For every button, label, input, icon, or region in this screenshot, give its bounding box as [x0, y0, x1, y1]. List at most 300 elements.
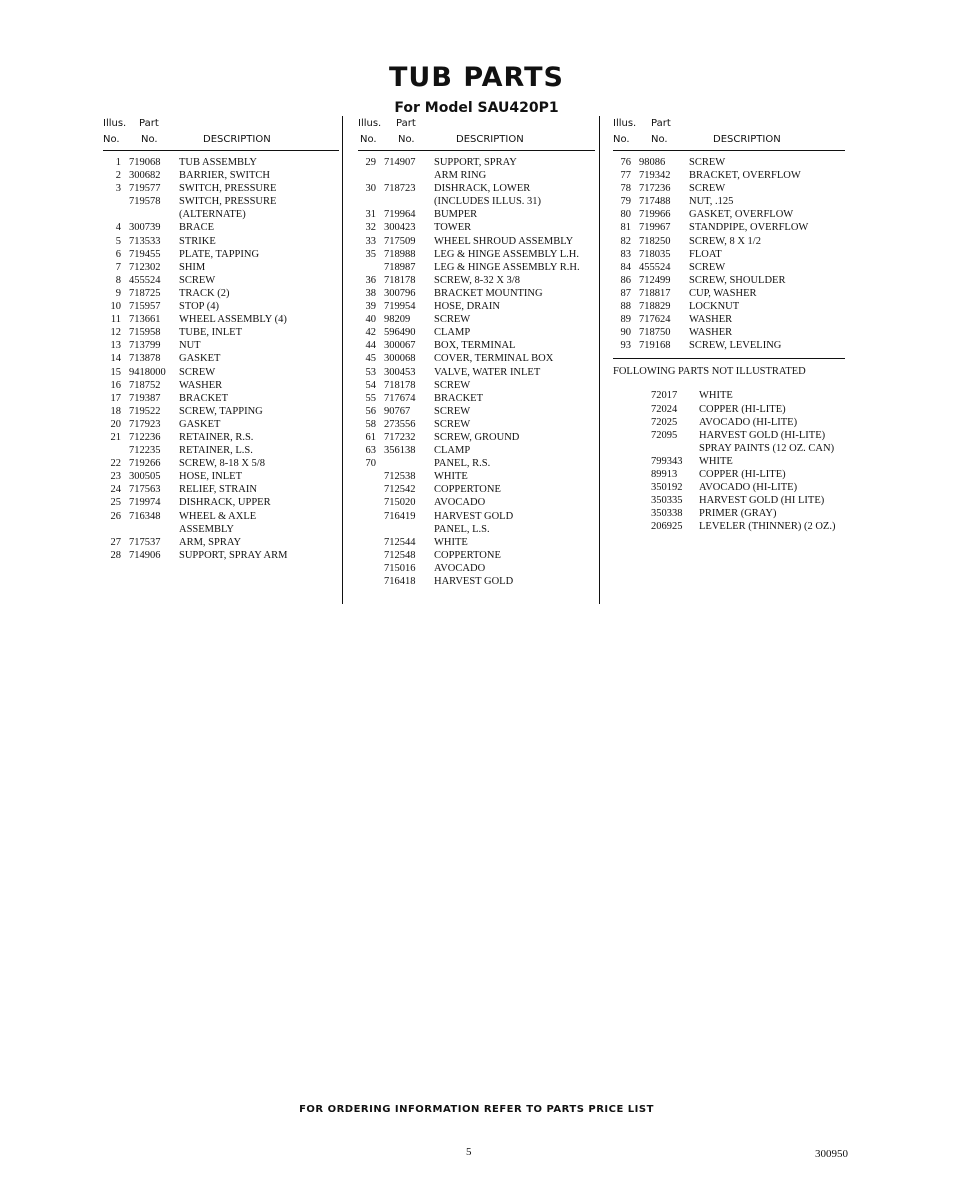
illus-number: 17	[110, 392, 121, 404]
part-number: 718752	[129, 379, 161, 391]
part-description: SCREW, GROUND	[434, 431, 520, 443]
header-illus: Illus.	[358, 118, 382, 129]
header-part-no: No.	[398, 134, 415, 145]
part-description: COPPER (HI-LITE)	[699, 403, 786, 415]
part-row	[613, 274, 845, 287]
part-description: HOSE, INLET	[179, 471, 242, 483]
page-title: TUB PARTS	[389, 62, 564, 93]
part-row	[358, 208, 595, 221]
part-description: TRACK (2)	[179, 287, 230, 299]
part-description: AVOCADO	[434, 562, 486, 574]
illus-number: 76	[620, 157, 631, 168]
not-illustrated-row	[613, 442, 845, 455]
part-description: WHEEL ASSEMBLY (4)	[179, 314, 287, 326]
part-description: BRACKET	[179, 392, 229, 404]
header-illus-no: No.	[360, 134, 377, 145]
part-number: 98086	[639, 157, 666, 168]
part-row	[358, 274, 595, 287]
part-description: SUPPORT, SPRAY ARM	[179, 549, 288, 561]
header-illus-no: No.	[103, 134, 120, 145]
part-row	[358, 169, 595, 182]
part-description: BRACKET, OVERFLOW	[689, 170, 801, 182]
part-number: 72025	[651, 416, 678, 428]
part-row	[103, 169, 339, 182]
part-description: CUP, WASHER	[689, 287, 757, 299]
header-part: Part	[396, 118, 416, 129]
part-row	[358, 287, 595, 300]
part-number: 714906	[129, 549, 161, 561]
part-description: BOX, TERMINAL	[434, 340, 516, 352]
part-description: ARM RING	[434, 170, 487, 182]
part-row	[358, 182, 595, 195]
part-number: 719974	[129, 497, 161, 509]
not-illustrated-row	[613, 389, 845, 402]
header-illus-no: No.	[613, 134, 630, 145]
part-row	[358, 235, 595, 248]
parts-column-2	[358, 118, 595, 588]
part-number: 719578	[129, 196, 161, 208]
part-number: 717236	[639, 183, 671, 195]
header-illus: Illus.	[103, 118, 127, 129]
part-number: 712499	[639, 274, 671, 286]
part-row	[613, 326, 845, 339]
part-row	[358, 326, 595, 339]
part-description: COPPERTONE	[434, 484, 501, 496]
part-number: 718178	[384, 379, 416, 391]
illus-number: 7	[115, 261, 121, 273]
not-illustrated-row	[613, 429, 845, 442]
part-number: 715016	[384, 562, 416, 574]
parts-rows	[103, 151, 339, 562]
illus-number: 25	[110, 497, 121, 509]
part-description: DISHRACK, LOWER	[434, 183, 531, 195]
part-row	[613, 248, 845, 261]
illus-number: 13	[110, 340, 121, 352]
parts-column-1	[103, 118, 339, 562]
not-illustrated-row	[613, 455, 845, 468]
part-row	[103, 195, 339, 208]
illus-number: 1	[115, 157, 121, 168]
part-number: 719967	[639, 222, 671, 234]
part-row	[103, 457, 339, 470]
part-description: BRACKET	[434, 392, 484, 404]
part-row	[103, 379, 339, 392]
part-number: 719522	[129, 405, 161, 417]
part-row	[358, 496, 595, 509]
part-description: GASKET	[179, 353, 221, 365]
part-number: 72024	[651, 403, 678, 415]
part-description: RETAINER, R.S.	[179, 431, 254, 443]
part-description: NUT	[179, 340, 201, 352]
part-description: COPPER (HI-LITE)	[699, 468, 786, 480]
part-description: AVOCADO (HI-LITE)	[699, 482, 798, 494]
part-description: WHEEL & AXLE	[179, 510, 257, 522]
part-row	[613, 339, 845, 352]
part-row	[103, 300, 339, 313]
part-description: LEG & HINGE ASSEMBLY L.H.	[434, 248, 579, 260]
header-part: Part	[139, 118, 159, 129]
part-number: 712538	[384, 471, 416, 483]
part-description: DISHRACK, UPPER	[179, 497, 271, 509]
part-row	[358, 366, 595, 379]
part-row	[103, 235, 339, 248]
part-description: HARVEST GOLD	[434, 576, 514, 587]
part-description: WHITE	[434, 471, 468, 483]
part-number: 712236	[129, 431, 161, 443]
not-illustrated-row	[613, 520, 845, 533]
part-row	[103, 287, 339, 300]
part-description: SCREW, LEVELING	[689, 340, 782, 352]
part-row	[358, 457, 595, 470]
part-row	[613, 156, 845, 169]
part-number: 716348	[129, 510, 161, 522]
part-row	[613, 300, 845, 313]
illus-number: 83	[620, 248, 631, 260]
part-row	[103, 483, 339, 496]
part-row	[103, 352, 339, 365]
part-row	[103, 182, 339, 195]
not-illustrated-note: FOLLOWING PARTS NOT ILLUSTRATED	[613, 358, 845, 381]
illus-number: 21	[110, 431, 121, 443]
column-header	[613, 118, 845, 151]
part-description: RELIEF, STRAIN	[179, 484, 257, 496]
part-number: 718988	[384, 248, 416, 260]
part-row	[103, 418, 339, 431]
part-number: 712548	[384, 549, 416, 561]
illus-number: 86	[620, 274, 631, 286]
page-number: 5	[466, 1146, 472, 1158]
part-description: SCREW, TAPPING	[179, 405, 263, 417]
part-row	[103, 156, 339, 169]
part-number: 717674	[384, 392, 416, 404]
part-description: SCREW, 8 X 1/2	[689, 235, 761, 247]
illus-number: 45	[365, 353, 376, 365]
part-description: COVER, TERMINAL BOX	[434, 353, 554, 365]
header-description: DESCRIPTION	[713, 134, 781, 145]
part-number: 713661	[129, 314, 161, 326]
part-description: BRACKET MOUNTING	[434, 287, 543, 299]
not-illustrated-rows	[613, 381, 845, 533]
part-number: 9418000	[129, 366, 166, 378]
illus-number: 38	[365, 287, 376, 299]
part-row	[358, 300, 595, 313]
part-number: 718723	[384, 183, 416, 195]
part-row	[613, 261, 845, 274]
part-row	[613, 195, 845, 208]
illus-number: 30	[365, 183, 376, 195]
part-number: 712302	[129, 261, 161, 273]
illus-number: 56	[365, 405, 376, 417]
not-illustrated-row	[613, 468, 845, 481]
illus-number: 31	[365, 209, 376, 221]
part-row	[358, 444, 595, 457]
part-number: 350192	[651, 482, 683, 494]
part-number: 719954	[384, 301, 416, 313]
part-number: 717923	[129, 418, 161, 430]
not-illustrated-row	[613, 481, 845, 494]
part-description: AVOCADO	[434, 497, 486, 509]
part-number: 716418	[384, 576, 416, 587]
part-description: SCREW	[689, 157, 726, 168]
illus-number: 89	[620, 314, 631, 326]
part-row	[103, 248, 339, 261]
part-row	[103, 313, 339, 326]
illus-number: 35	[365, 248, 376, 260]
part-description: SCREW, 8-32 X 3/8	[434, 274, 520, 286]
part-description: BUMPER	[434, 209, 478, 221]
illus-number: 54	[365, 379, 376, 391]
illus-number: 44	[365, 340, 376, 352]
illus-number: 26	[110, 510, 121, 522]
part-description: ASSEMBLY	[179, 523, 234, 535]
part-row	[103, 510, 339, 523]
part-row	[358, 261, 595, 274]
part-row	[613, 221, 845, 234]
part-number: 300068	[384, 353, 416, 365]
part-description: STOP (4)	[179, 301, 219, 313]
parts-rows	[613, 151, 845, 352]
part-row	[358, 549, 595, 562]
part-number: 300505	[129, 471, 161, 483]
part-number: 300067	[384, 340, 416, 352]
part-description: SCREW	[434, 418, 471, 430]
part-number: 712542	[384, 484, 416, 496]
part-row	[613, 313, 845, 326]
part-number: 300453	[384, 366, 416, 378]
part-number: 715958	[129, 327, 161, 339]
part-description: SCREW	[179, 366, 216, 378]
illus-number: 24	[110, 484, 121, 496]
illus-number: 11	[110, 314, 121, 326]
part-description: PRIMER (GRAY)	[699, 508, 777, 520]
part-number: 300682	[129, 170, 161, 182]
part-row	[613, 208, 845, 221]
part-number: 713878	[129, 353, 161, 365]
illus-number: 23	[110, 471, 121, 483]
part-number: 719577	[129, 183, 161, 195]
part-description: GASKET, OVERFLOW	[689, 209, 794, 221]
illus-number: 39	[365, 301, 376, 313]
part-description: HOSE, DRAIN	[434, 301, 500, 313]
illus-number: 2	[115, 170, 121, 182]
part-description: AVOCADO (HI-LITE)	[699, 416, 798, 428]
header-part-no: No.	[141, 134, 158, 145]
part-row	[103, 208, 339, 221]
part-description: HARVEST GOLD (HI LITE)	[699, 495, 825, 507]
part-description: SCREW	[434, 405, 471, 417]
document-number: 300950	[815, 1148, 848, 1160]
illus-number: 18	[110, 405, 121, 417]
part-row	[358, 313, 595, 326]
part-row	[103, 444, 339, 457]
part-number: 90767	[384, 405, 411, 417]
part-number: 350338	[651, 508, 683, 520]
part-description: ARM, SPRAY	[179, 536, 242, 548]
part-number: 718829	[639, 301, 671, 313]
part-number: 713799	[129, 340, 161, 352]
part-description: SCREW	[434, 379, 471, 391]
header-part-no: No.	[651, 134, 668, 145]
illus-number: 33	[365, 235, 376, 247]
part-row	[103, 405, 339, 418]
part-description: (ALTERNATE)	[179, 209, 246, 221]
part-description: SHIM	[179, 261, 206, 273]
illus-number: 32	[365, 222, 376, 234]
part-row	[358, 418, 595, 431]
part-description: WHITE	[699, 455, 733, 467]
part-number: 98209	[384, 314, 411, 326]
part-description: CLAMP	[434, 445, 471, 457]
illus-number: 22	[110, 458, 121, 470]
part-description: LOCKNUT	[689, 301, 740, 313]
part-number: 718725	[129, 287, 161, 299]
illus-number: 88	[620, 301, 631, 313]
part-row	[103, 366, 339, 379]
illus-number: 15	[110, 366, 121, 378]
part-description: TOWER	[434, 222, 472, 234]
part-number: 356138	[384, 445, 416, 457]
part-number: 716419	[384, 510, 416, 522]
part-number: 300739	[129, 222, 161, 234]
part-number: 350335	[651, 495, 683, 507]
illus-number: 5	[115, 235, 121, 247]
part-description: CLAMP	[434, 327, 471, 339]
not-illustrated-row	[613, 494, 845, 507]
part-row	[613, 182, 845, 195]
illus-number: 77	[620, 170, 631, 182]
illus-number: 4	[115, 222, 121, 234]
part-row	[358, 536, 595, 549]
part-description: LEG & HINGE ASSEMBLY R.H.	[434, 261, 580, 273]
part-row	[358, 248, 595, 261]
part-row	[103, 549, 339, 562]
column-divider	[342, 116, 343, 604]
part-row	[358, 523, 595, 536]
part-number: 715020	[384, 497, 416, 509]
part-description: GASKET	[179, 418, 221, 430]
part-description: PANEL, R.S.	[434, 458, 491, 470]
part-description: (INCLUDES ILLUS. 31)	[434, 196, 542, 208]
illus-number: 3	[115, 183, 121, 195]
part-number: 300423	[384, 222, 416, 234]
part-row	[358, 221, 595, 234]
part-description: RETAINER, L.S.	[179, 445, 253, 457]
part-description: SCREW, 8-18 X 5/8	[179, 458, 265, 470]
illus-number: 63	[365, 445, 376, 457]
not-illustrated-row	[613, 403, 845, 416]
part-description: WHITE	[434, 536, 468, 548]
part-description: COPPERTONE	[434, 549, 501, 561]
parts-column-3	[613, 118, 845, 533]
part-number: 718750	[639, 327, 671, 339]
part-number: 719964	[384, 209, 416, 221]
illus-number: 20	[110, 418, 121, 430]
part-row	[613, 169, 845, 182]
illus-number: 87	[620, 287, 631, 299]
part-number: 719168	[639, 340, 671, 352]
part-description: SWITCH, PRESSURE	[179, 196, 277, 208]
part-description: SUPPORT, SPRAY	[434, 157, 517, 168]
part-number: 455524	[639, 261, 671, 273]
part-description: FLOAT	[689, 248, 722, 260]
illus-number: 28	[110, 549, 121, 561]
part-number: 718250	[639, 235, 671, 247]
illus-number: 27	[110, 536, 121, 548]
illus-number: 42	[365, 327, 376, 339]
part-description: STRIKE	[179, 235, 216, 247]
part-description: STANDPIPE, OVERFLOW	[689, 222, 809, 234]
part-number: 717624	[639, 314, 671, 326]
part-row	[613, 235, 845, 248]
part-number: 718817	[639, 287, 671, 299]
part-row	[103, 496, 339, 509]
part-row	[103, 261, 339, 274]
illus-number: 82	[620, 235, 631, 247]
header-description: DESCRIPTION	[203, 134, 271, 145]
part-number: 717488	[639, 196, 671, 208]
part-number: 719266	[129, 458, 161, 470]
part-description: PLATE, TAPPING	[179, 248, 260, 260]
part-description: WHEEL SHROUD ASSEMBLY	[434, 235, 574, 247]
part-row	[358, 379, 595, 392]
part-row	[103, 392, 339, 405]
part-row	[103, 523, 339, 536]
part-row	[358, 195, 595, 208]
part-row	[358, 562, 595, 575]
part-description: NUT, .125	[689, 196, 734, 208]
illus-number: 53	[365, 366, 376, 378]
part-number: 300796	[384, 287, 416, 299]
part-description: WHITE	[699, 390, 733, 402]
part-number: 718178	[384, 274, 416, 286]
not-illustrated-row	[613, 507, 845, 520]
part-number: 717563	[129, 484, 161, 496]
part-row	[103, 274, 339, 287]
part-description: SCREW	[689, 261, 726, 273]
part-number: 717509	[384, 235, 416, 247]
part-description: BRACE	[179, 222, 215, 234]
part-number: 72095	[651, 429, 678, 441]
part-description: HARVEST GOLD (HI-LITE)	[699, 429, 826, 441]
illus-number: 81	[620, 222, 631, 234]
part-number: 712544	[384, 536, 416, 548]
not-illustrated-row	[613, 416, 845, 429]
part-number: 72017	[651, 390, 678, 402]
illus-number: 36	[365, 274, 376, 286]
illus-number: 8	[115, 274, 121, 286]
part-row	[358, 352, 595, 365]
part-row	[103, 470, 339, 483]
part-description: HARVEST GOLD	[434, 510, 514, 522]
illus-number: 16	[110, 379, 121, 391]
illus-number: 61	[365, 431, 376, 443]
part-number: 455524	[129, 274, 161, 286]
header-description: DESCRIPTION	[456, 134, 524, 145]
part-number: 717232	[384, 431, 416, 443]
illus-number: 84	[620, 261, 631, 273]
part-number: 206925	[651, 521, 683, 533]
parts-rows	[358, 151, 595, 588]
illus-number: 58	[365, 418, 376, 430]
part-description: SCREW	[179, 274, 216, 286]
part-number: 89913	[651, 468, 678, 480]
part-description: SCREW, SHOULDER	[689, 274, 786, 286]
part-row	[358, 156, 595, 169]
part-row	[358, 339, 595, 352]
part-number: 712235	[129, 445, 161, 457]
part-number: 273556	[384, 418, 416, 430]
illus-number: 78	[620, 183, 631, 195]
